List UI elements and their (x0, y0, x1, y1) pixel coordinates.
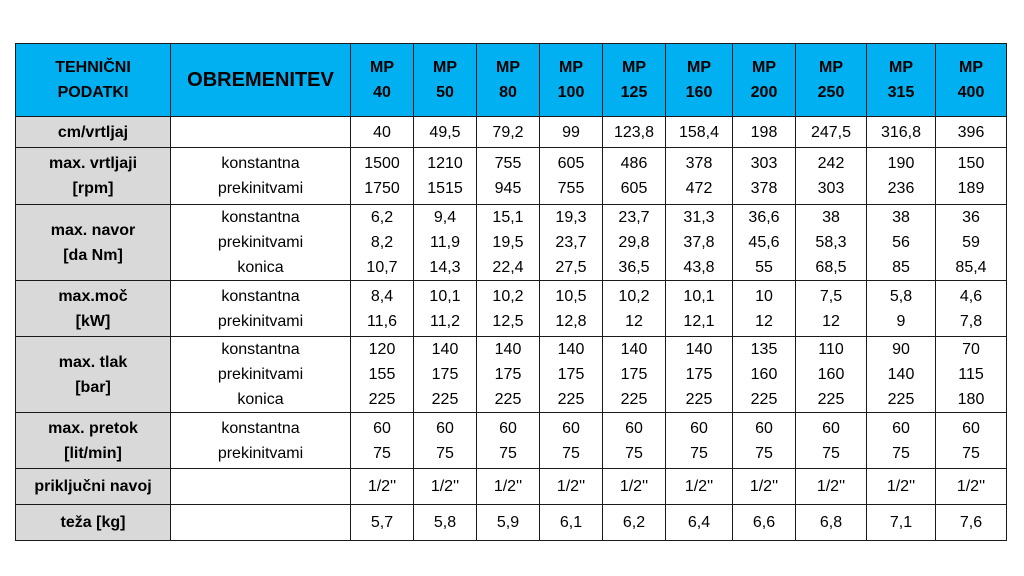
header-model-1: MP 40 (351, 44, 414, 117)
value-cell: 70 115 180 (936, 337, 1007, 413)
header-row (16, 44, 1007, 117)
value-cell: 38 58,3 68,5 (796, 205, 867, 281)
value-cell: 7,5 12 (796, 281, 867, 337)
value-cell: 4,6 7,8 (936, 281, 1007, 337)
value-cell: 396 (936, 117, 1007, 148)
table-row (16, 205, 1007, 281)
value-cell: 6,2 8,2 10,7 (351, 205, 414, 281)
header-model-7: MP 200 (733, 44, 796, 117)
row-load-types: konstantna prekinitvami (171, 281, 351, 337)
header-model-5: MP 125 (603, 44, 666, 117)
row-label: max. tlak [bar] (16, 337, 171, 413)
value-cell: 135 160 225 (733, 337, 796, 413)
value-cell: 8,4 11,6 (351, 281, 414, 337)
value-cell: 23,7 29,8 36,5 (603, 205, 666, 281)
value-cell: 1/2'' (796, 469, 867, 505)
value-cell: 36,6 45,6 55 (733, 205, 796, 281)
value-cell: 6,4 (666, 505, 733, 541)
value-cell: 6,8 (796, 505, 867, 541)
value-cell: 755 945 (477, 148, 540, 205)
value-cell: 378 472 (666, 148, 733, 205)
value-cell: 5,9 (477, 505, 540, 541)
row-label: cm/vrtljaj (16, 117, 171, 148)
value-cell: 10,5 12,8 (540, 281, 603, 337)
value-cell: 158,4 (666, 117, 733, 148)
value-cell: 9,4 11,9 14,3 (414, 205, 477, 281)
row-label: priključni navoj (16, 469, 171, 505)
value-cell: 140 175 225 (603, 337, 666, 413)
value-cell: 60 75 (477, 413, 540, 469)
table-row (16, 281, 1007, 337)
value-cell: 6,6 (733, 505, 796, 541)
header-model-4: MP 100 (540, 44, 603, 117)
row-label: teža [kg] (16, 505, 171, 541)
table-row (16, 505, 1007, 541)
value-cell: 38 56 85 (867, 205, 936, 281)
value-cell: 1/2'' (666, 469, 733, 505)
value-cell: 5,8 9 (867, 281, 936, 337)
value-cell: 190 236 (867, 148, 936, 205)
value-cell: 110 160 225 (796, 337, 867, 413)
value-cell: 60 75 (351, 413, 414, 469)
value-cell: 1/2'' (477, 469, 540, 505)
table-row (16, 413, 1007, 469)
value-cell: 60 75 (666, 413, 733, 469)
value-cell: 247,5 (796, 117, 867, 148)
value-cell: 31,3 37,8 43,8 (666, 205, 733, 281)
value-cell: 1/2'' (936, 469, 1007, 505)
value-cell: 15,1 19,5 22,4 (477, 205, 540, 281)
value-cell: 79,2 (477, 117, 540, 148)
header-model-2: MP 50 (414, 44, 477, 117)
row-label: max.moč [kW] (16, 281, 171, 337)
row-load-types (171, 117, 351, 148)
row-load-types: konstantna prekinitvami (171, 413, 351, 469)
value-cell: 5,8 (414, 505, 477, 541)
header-model-3: MP 80 (477, 44, 540, 117)
value-cell: 60 75 (796, 413, 867, 469)
row-label: max. navor [da Nm] (16, 205, 171, 281)
row-load-types: konstantna prekinitvami konica (171, 205, 351, 281)
header-model-9: MP 315 (867, 44, 936, 117)
value-cell: 486 605 (603, 148, 666, 205)
spec-table (15, 43, 1007, 541)
value-cell: 10,2 12 (603, 281, 666, 337)
value-cell: 10,1 11,2 (414, 281, 477, 337)
table-row (16, 337, 1007, 413)
value-cell: 10,1 12,1 (666, 281, 733, 337)
value-cell: 99 (540, 117, 603, 148)
value-cell: 605 755 (540, 148, 603, 205)
value-cell: 19,3 23,7 27,5 (540, 205, 603, 281)
row-load-types: konstantna prekinitvami konica (171, 337, 351, 413)
value-cell: 7,1 (867, 505, 936, 541)
value-cell: 140 175 225 (414, 337, 477, 413)
header-model-10: MP 400 (936, 44, 1007, 117)
value-cell: 1/2'' (603, 469, 666, 505)
value-cell: 60 75 (867, 413, 936, 469)
value-cell: 6,2 (603, 505, 666, 541)
value-cell: 1/2'' (867, 469, 936, 505)
table-row (16, 148, 1007, 205)
value-cell: 60 75 (540, 413, 603, 469)
value-cell: 60 75 (414, 413, 477, 469)
row-load-types (171, 469, 351, 505)
value-cell: 303 378 (733, 148, 796, 205)
row-label: max. pretok [lit/min] (16, 413, 171, 469)
value-cell: 60 75 (603, 413, 666, 469)
value-cell: 123,8 (603, 117, 666, 148)
row-load-types (171, 505, 351, 541)
value-cell: 1/2'' (414, 469, 477, 505)
row-load-types: konstantna prekinitvami (171, 148, 351, 205)
value-cell: 90 140 225 (867, 337, 936, 413)
value-cell: 49,5 (414, 117, 477, 148)
value-cell: 1500 1750 (351, 148, 414, 205)
value-cell: 40 (351, 117, 414, 148)
header-model-6: MP 160 (666, 44, 733, 117)
value-cell: 7,6 (936, 505, 1007, 541)
value-cell: 1/2'' (351, 469, 414, 505)
header-technical-data: TEHNIČNI PODATKI (16, 44, 171, 117)
value-cell: 198 (733, 117, 796, 148)
value-cell: 140 175 225 (540, 337, 603, 413)
value-cell: 1/2'' (733, 469, 796, 505)
value-cell: 10 12 (733, 281, 796, 337)
value-cell: 120 155 225 (351, 337, 414, 413)
value-cell: 10,2 12,5 (477, 281, 540, 337)
row-label: max. vrtljaji [rpm] (16, 148, 171, 205)
value-cell: 242 303 (796, 148, 867, 205)
value-cell: 316,8 (867, 117, 936, 148)
table-body (16, 117, 1007, 541)
header-load: OBREMENITEV (171, 44, 351, 117)
value-cell: 60 75 (733, 413, 796, 469)
value-cell: 36 59 85,4 (936, 205, 1007, 281)
header-model-8: MP 250 (796, 44, 867, 117)
value-cell: 150 189 (936, 148, 1007, 205)
value-cell: 1210 1515 (414, 148, 477, 205)
table-row (16, 117, 1007, 148)
value-cell: 6,1 (540, 505, 603, 541)
table-row (16, 469, 1007, 505)
value-cell: 60 75 (936, 413, 1007, 469)
value-cell: 5,7 (351, 505, 414, 541)
value-cell: 140 175 225 (666, 337, 733, 413)
value-cell: 1/2'' (540, 469, 603, 505)
value-cell: 140 175 225 (477, 337, 540, 413)
